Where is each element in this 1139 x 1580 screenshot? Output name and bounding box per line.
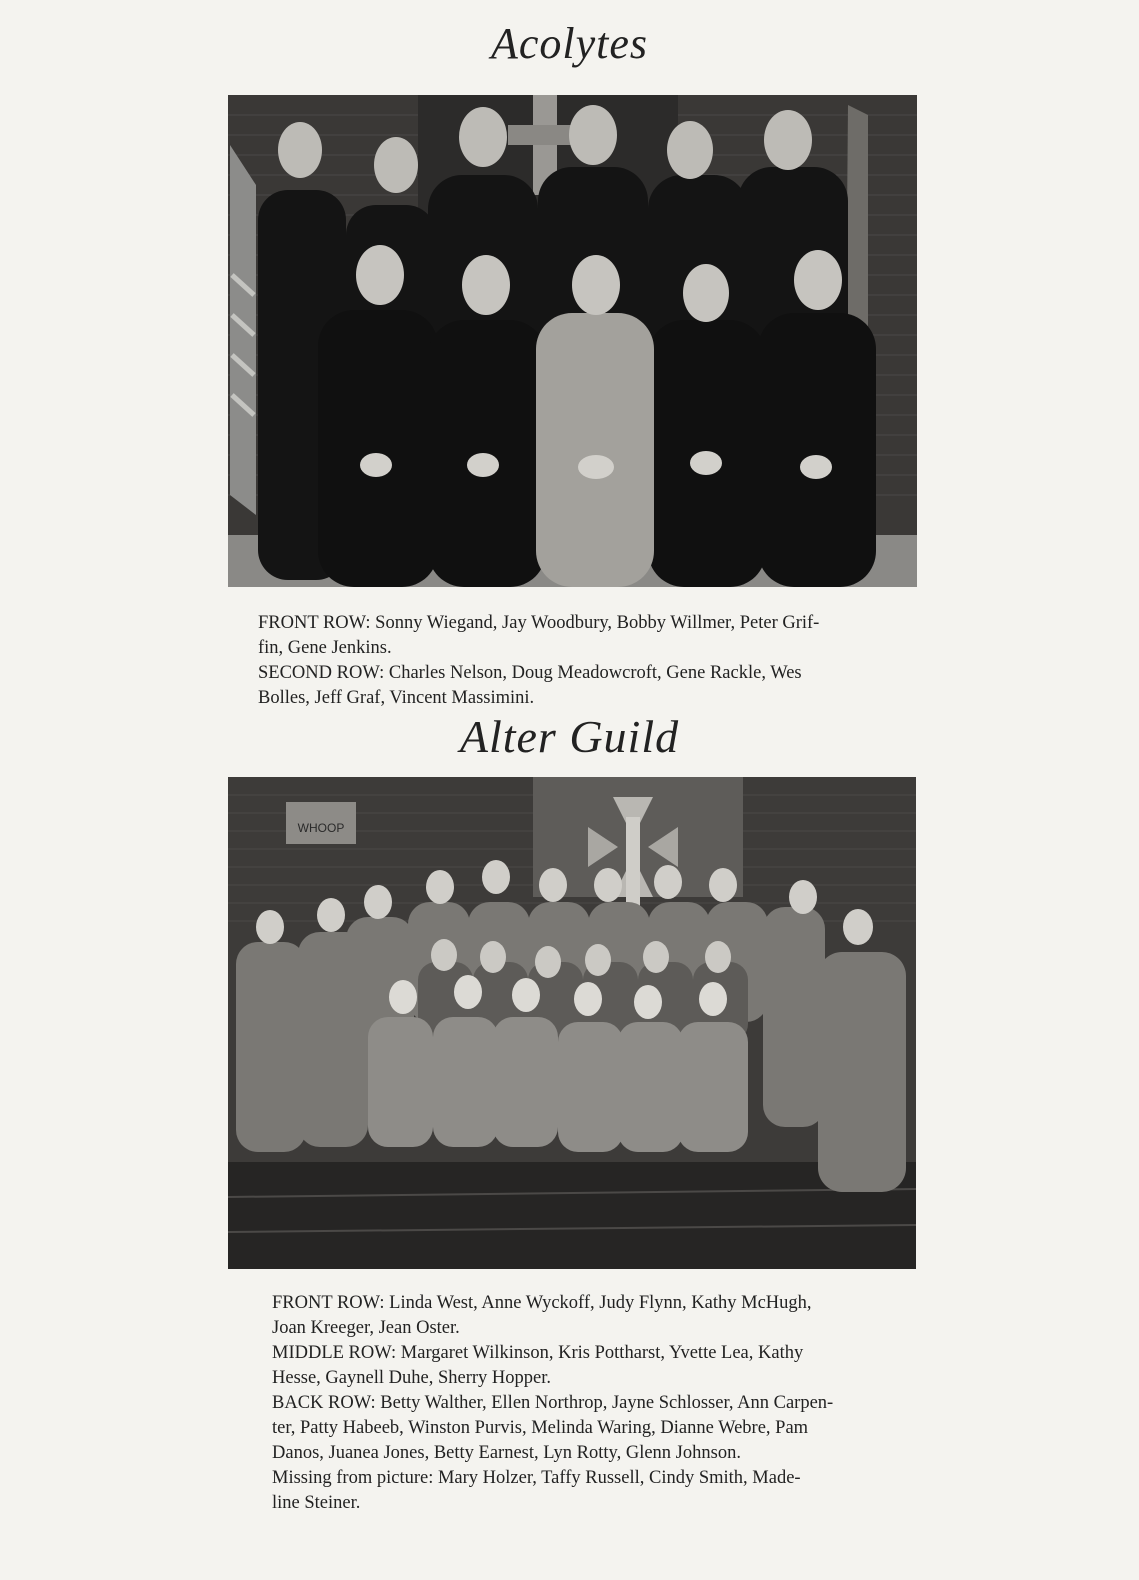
whoop-banner: WHOOP xyxy=(297,821,345,835)
caption-line: Hesse, Gaynell Duhe, Sherry Hopper. xyxy=(272,1368,551,1388)
acolytes-title: Acolytes xyxy=(490,19,649,68)
caption-line: Bolles, Jeff Graf, Vincent Massimini. xyxy=(258,688,535,708)
caption-line: Joan Kreeger, Jean Oster. xyxy=(272,1318,460,1338)
caption-line: ter, Patty Habeeb, Winston Purvis, Melinda Waring, Dianne Webre, Pam xyxy=(272,1418,809,1438)
caption-line: Missing from picture: Mary Holzer, Taffy Russell, Cindy Smith, Made- xyxy=(272,1468,801,1488)
acolytes-group-photo xyxy=(228,95,917,587)
caption-line: BACK ROW: Betty Walther, Ellen Northrop, Jayne Schlosser, Ann Carpen- xyxy=(272,1393,834,1413)
caption-line: SECOND ROW: Charles Nelson, Doug Meadowcroft, Gene Rackle, Wes xyxy=(258,663,802,683)
alter-guild-group-photo xyxy=(228,777,916,1269)
caption-line: FRONT ROW: Sonny Wiegand, Jay Woodbury, Bobby Willmer, Peter Grif- xyxy=(258,613,820,633)
caption-line: Danos, Juanea Jones, Betty Earnest, Lyn Rotty, Glenn Johnson. xyxy=(272,1443,741,1463)
caption-line: line Steiner. xyxy=(272,1493,361,1513)
caption-line: MIDDLE ROW: Margaret Wilkinson, Kris Pottharst, Yvette Lea, Kathy xyxy=(272,1343,804,1363)
alter-guild-title: Alter Guild xyxy=(459,711,680,762)
acolytes-caption xyxy=(258,611,898,711)
caption-line: FRONT ROW: Linda West, Anne Wyckoff, Judy Flynn, Kathy McHugh, xyxy=(272,1293,812,1313)
caption-line: fin, Gene Jenkins. xyxy=(258,638,392,658)
alter-guild-caption xyxy=(272,1291,897,1516)
